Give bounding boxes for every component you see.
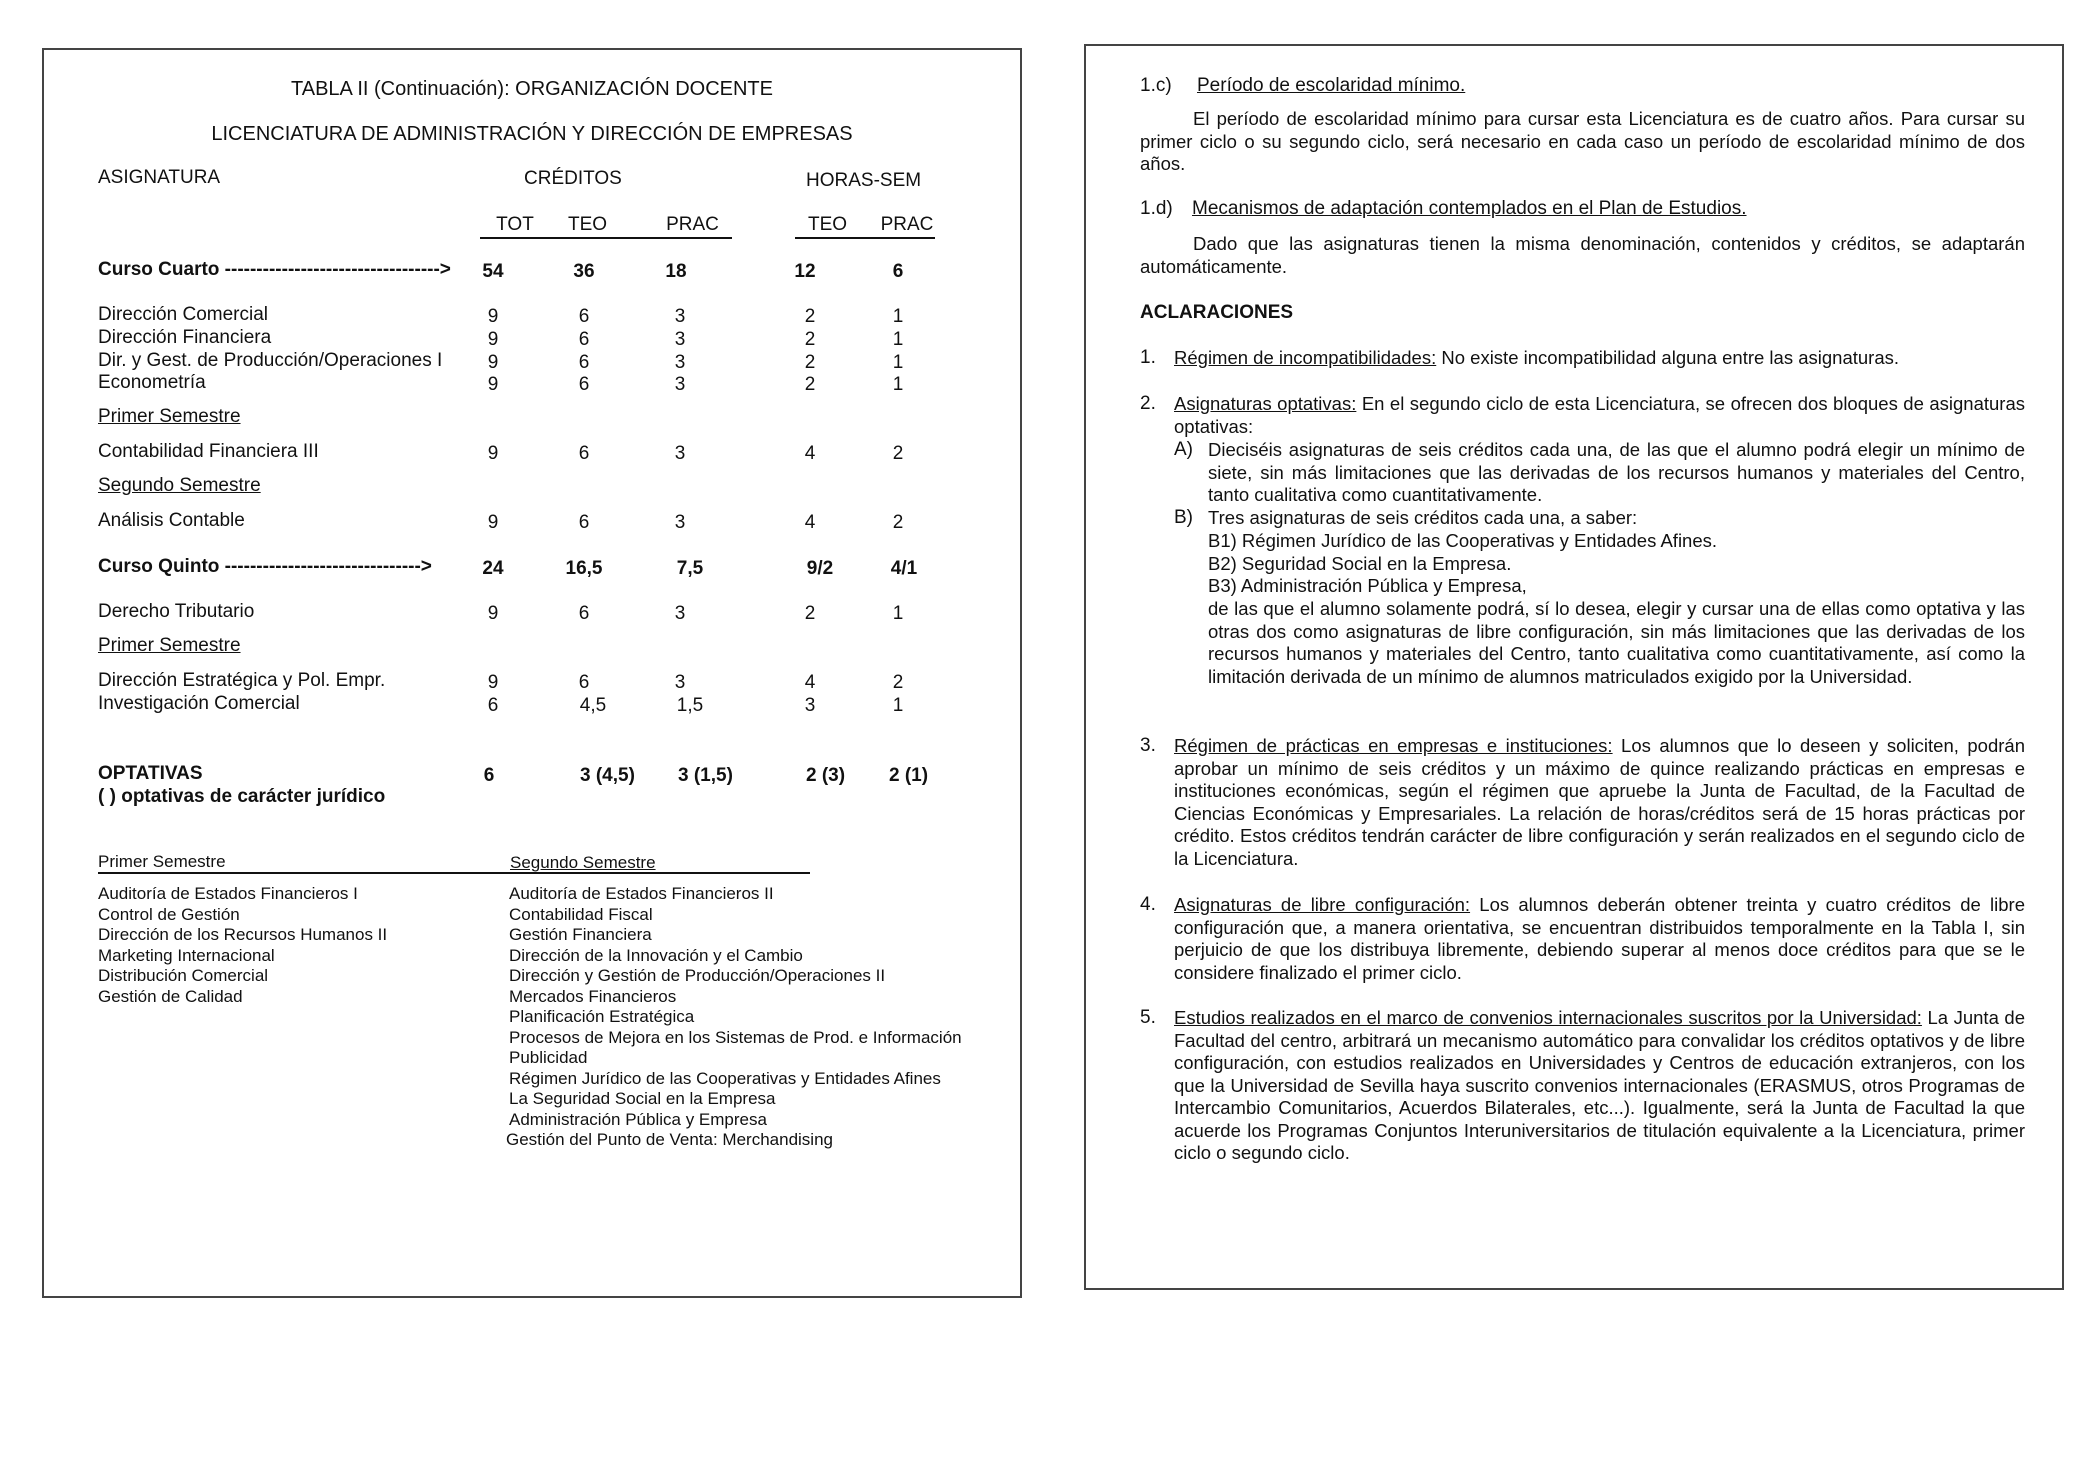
- list-item: Control de Gestión: [98, 904, 240, 924]
- value-tot: 9: [487, 443, 499, 464]
- table-subtitle: LICENCIATURA DE ADMINISTRACIÓN Y DIRECCIÓN DE EMPRESAS: [211, 123, 853, 145]
- value-hteo: 2: [804, 329, 816, 350]
- list-item: B3) Administración Pública y Empresa,: [1208, 575, 1527, 596]
- item-3: [1174, 735, 2025, 870]
- value-hprac: 1: [892, 695, 904, 716]
- section-1c-title: Período de escolaridad mínimo.: [1197, 75, 1466, 96]
- curso-cuarto-teo: 36: [573, 261, 595, 282]
- value-hteo: 3: [804, 695, 816, 716]
- header-tot: TOT: [496, 214, 534, 235]
- value-teo: 6: [578, 443, 590, 464]
- sem2-title-rule: [508, 872, 810, 874]
- optativas-hprac: 2 (1): [889, 765, 929, 786]
- item-text: Los alumnos deberán obtener treinta y cuatro créditos de libre configuración que, a manera orientativa, se encuentran distribuidos temporalmente en la Tabla I, sin perjuicio de que los distribuya libremente, debiendo superar al menos doce créditos para que se le considere finalizado el primer ciclo.: [1174, 894, 2025, 983]
- sem1-title-rule: [98, 872, 508, 874]
- optativas-note: ( ) optativas de carácter jurídico: [98, 786, 386, 807]
- curso-quinto-hprac: 4/1: [890, 558, 918, 579]
- item-text: La Junta de Facultad del centro, arbitrará un mecanismo automático para convalidar los créditos optativos y de libre configuración, con estudios realizados en Universidades y Centros de educación extranjeros, con los que la Universidad de Sevilla haya suscrito convenios internacionales (ERASMUS, otros Programas de Intercambio Comunitarios, Acuerdos Bilaterales, etc...). Igualmente, será la Junta de Facultad la que acuerde los Programas Conjuntos Interuniversitarios de titulación equivalente a la Licenciatura, primer ciclo o segundo ciclo.: [1174, 1007, 2025, 1163]
- value-hprac: 1: [892, 374, 904, 395]
- item-title: Asignaturas de libre configuración:: [1174, 894, 1471, 915]
- value-prac: 3: [674, 374, 686, 395]
- value-hprac: 1: [892, 306, 904, 327]
- sem1-title: Primer Semestre: [98, 852, 226, 871]
- subject-name: Derecho Tributario: [98, 601, 255, 622]
- subject-name: Investigación Comercial: [98, 693, 300, 714]
- header-teo: TEO: [567, 214, 608, 235]
- list-item: Auditoría de Estados Financieros I: [98, 884, 358, 903]
- header-rule-creditos: [480, 237, 732, 239]
- subject-name: Contabilidad Financiera III: [98, 441, 319, 462]
- item-4: [1174, 894, 2025, 984]
- value-hprac: 1: [892, 329, 904, 350]
- value-hteo: 4: [804, 672, 816, 693]
- value-tot: 9: [487, 352, 499, 373]
- header-horas-sem: HORAS-SEM: [806, 170, 922, 191]
- list-item: Publicidad: [509, 1048, 588, 1067]
- item-2b-text: Tres asignaturas de seis créditos cada una, a saber:: [1208, 507, 1638, 528]
- list-item: Marketing Internacional: [98, 945, 275, 965]
- value-teo: 6: [578, 672, 590, 693]
- list-item: Distribución Comercial: [98, 966, 269, 985]
- section-1d-text: Dado que las asignaturas tienen la misma denominación, contenidos y créditos, se adaptarán automáticamente.: [1140, 233, 2025, 277]
- item-number: 5.: [1140, 1007, 1156, 1028]
- value-tot: 9: [487, 603, 499, 624]
- item-title: Régimen de prácticas en empresas e instituciones:: [1174, 735, 1613, 756]
- value-prac: 3: [674, 443, 686, 464]
- sem1-list: [98, 884, 387, 1007]
- primer-semestre-heading: Primer Semestre: [98, 406, 241, 427]
- list-item: Dirección y Gestión de Producción/Operaciones II: [509, 966, 886, 985]
- list-item: Planificación Estratégica: [509, 1007, 695, 1026]
- value-teo: 6: [578, 374, 590, 395]
- value-tot: 9: [487, 512, 499, 533]
- header-prac: PRAC: [666, 214, 719, 235]
- value-prac: 3: [674, 672, 686, 693]
- header-horas-prac: PRAC: [880, 214, 934, 235]
- list-item: Mercados Financieros: [509, 986, 677, 1006]
- subject-name: Dirección Comercial: [98, 304, 268, 325]
- value-teo: 6: [578, 306, 590, 327]
- value-hprac: 2: [892, 443, 904, 464]
- list-item: B1) Régimen Jurídico de las Cooperativas y Entidades Afines.: [1208, 530, 1718, 551]
- list-item: B2) Seguridad Social en la Empresa.: [1208, 552, 1512, 574]
- list-item: Gestión Financiera: [509, 925, 652, 944]
- value-hteo: 2: [804, 603, 816, 624]
- curso-cuarto-hprac: 6: [892, 261, 904, 282]
- item-title: Estudios realizados en el marco de convenios internacionales suscritos por la Universidad:: [1174, 1007, 1922, 1028]
- value-tot: 6: [487, 695, 499, 716]
- item-2: [1174, 393, 2025, 438]
- subject-name: Dir. y Gest. de Producción/Operaciones I: [98, 350, 443, 371]
- optativas-label: OPTATIVAS: [98, 763, 203, 784]
- value-hteo: 2: [804, 306, 816, 327]
- value-hprac: 1: [892, 603, 904, 624]
- item-2a-label: A): [1174, 439, 1193, 460]
- value-teo: 4,5: [579, 695, 607, 716]
- table-title: TABLA II (Continuación): ORGANIZACIÓN DOCENTE: [291, 78, 773, 100]
- list-item: Administración Pública y Empresa: [509, 1109, 767, 1129]
- optativas-tot: 6: [483, 765, 495, 786]
- item-2a-text: Dieciséis asignaturas de seis créditos cada una, de las que el alumno podrá elegir un mínimo de siete, sin más limitaciones que las derivadas de los recursos humanos y materiales del Centro, tanto cualitativa como cuantitativamente.: [1208, 439, 2025, 505]
- value-hteo: 4: [804, 443, 816, 464]
- optativas-hteo: 2 (3): [806, 765, 846, 786]
- list-item: Dirección de la Innovación y el Cambio: [509, 945, 803, 965]
- item-number: 1.: [1140, 347, 1156, 368]
- value-prac: 3: [674, 306, 686, 327]
- segundo-semestre-heading: Segundo Semestre: [98, 475, 261, 496]
- value-tot: 9: [487, 329, 499, 350]
- value-prac: 3: [674, 352, 686, 373]
- curso-quinto-hteo: 9/2: [806, 558, 834, 579]
- section-1d-title: Mecanismos de adaptación contemplados en el Plan de Estudios.: [1192, 198, 1747, 219]
- subject-name: Dirección Estratégica y Pol. Empr.: [98, 670, 386, 691]
- curso-cuarto-label: Curso Cuarto ---------------------------------->: [98, 259, 451, 280]
- curso-quinto-prac: 7,5: [676, 558, 704, 579]
- header-rule-horas: [795, 237, 935, 239]
- item-text: No existe incompatibilidad alguna entre las asignaturas.: [1436, 347, 1900, 368]
- value-prac: 1,5: [676, 695, 704, 716]
- list-item: Procesos de Mejora en los Sistemas de Prod. e Información: [509, 1027, 962, 1047]
- value-teo: 6: [578, 352, 590, 373]
- section-1c-number: 1.c): [1140, 75, 1172, 96]
- sem2-title: Segundo Semestre: [510, 853, 656, 872]
- item-number: 2.: [1140, 393, 1156, 414]
- subject-name: Dirección Financiera: [98, 327, 272, 348]
- value-teo: 6: [578, 512, 590, 533]
- list-item: Gestión del Punto de Venta: Merchandising: [506, 1130, 833, 1149]
- sem2-list: [506, 884, 962, 1151]
- item-5: [1174, 1007, 2025, 1165]
- item-2b-tail: de las que el alumno solamente podrá, sí lo desea, elegir y cursar una de ellas como optativa y las otras dos como asignaturas de libre configuración, sin más limitaciones que las derivadas de los recursos humanos y materiales del Centro, tanto cualitativa como cuantitativamente, así como la limitación derivada de un mínimo de alumnos matriculados exigido por la Universidad.: [1208, 598, 2025, 687]
- value-hteo: 2: [804, 352, 816, 373]
- value-teo: 6: [578, 603, 590, 624]
- value-hteo: 2: [804, 374, 816, 395]
- item-2b-sublist: [1208, 530, 2025, 598]
- item-text: En el segundo ciclo de esta Licenciatura, se ofrecen dos bloques de asignaturas optativas:: [1174, 393, 2025, 437]
- subject-name: Econometría: [98, 372, 206, 393]
- list-item: La Seguridad Social en la Empresa: [509, 1089, 776, 1108]
- item-text: Los alumnos que lo deseen y soliciten, podrán aprobar un mínimo de seis créditos y un máximo de quince realizando prácticas en empresas e instituciones económicas, según el régimen que apruebe la Junta de Facultad, de la Facultad de Ciencias Económicas y Empresariales. La relación de horas/créditos será de 15 horas prácticas por crédito. Estos créditos tendrán carácter de libre configuración y serán realizados en el segundo ciclo de la Licenciatura.: [1174, 735, 2025, 869]
- value-tot: 9: [487, 306, 499, 327]
- value-prac: 3: [674, 329, 686, 350]
- item-title: Asignaturas optativas:: [1174, 393, 1357, 414]
- value-tot: 9: [487, 374, 499, 395]
- header-horas-teo: TEO: [807, 214, 848, 235]
- subject-name: Análisis Contable: [98, 510, 245, 531]
- list-item: Régimen Jurídico de las Cooperativas y Entidades Afines: [509, 1068, 941, 1088]
- section-1d-number: 1.d): [1140, 198, 1173, 219]
- curso-quinto-label: Curso Quinto ------------------------------->: [98, 556, 432, 577]
- section-1c-text: El período de escolaridad mínimo para cursar esta Licenciatura es de cuatro años. Para cursar su primer ciclo o su segundo ciclo, será necesario en cada caso un período de escolaridad mínimo de dos años.: [1140, 108, 2025, 174]
- value-tot: 9: [487, 672, 499, 693]
- item-number: 3.: [1140, 735, 1156, 756]
- header-creditos: CRÉDITOS: [524, 168, 622, 189]
- primer-semestre-heading-2: Primer Semestre: [98, 635, 241, 656]
- optativas-teo: 3 (4,5): [580, 765, 635, 786]
- list-item: Dirección de los Recursos Humanos II: [98, 925, 388, 944]
- value-prac: 3: [674, 512, 686, 533]
- item-1: [1174, 347, 2025, 370]
- item-2b-label: B): [1174, 507, 1193, 528]
- header-asignatura: ASIGNATURA: [98, 167, 221, 188]
- item-title: Régimen de incompatibilidades:: [1174, 347, 1437, 368]
- list-item: Contabilidad Fiscal: [509, 904, 653, 924]
- list-item: Auditoría de Estados Financieros II: [509, 884, 774, 903]
- optativas-prac: 3 (1,5): [678, 765, 733, 786]
- curso-cuarto-prac: 18: [665, 261, 687, 282]
- list-item: Gestión de Calidad: [98, 986, 243, 1006]
- curso-cuarto-tot: 54: [482, 261, 504, 282]
- curso-quinto-tot: 24: [482, 558, 504, 579]
- value-hprac: 2: [892, 672, 904, 693]
- value-teo: 6: [578, 329, 590, 350]
- value-hprac: 2: [892, 512, 904, 533]
- curso-quinto-teo: 16,5: [565, 558, 603, 579]
- value-hprac: 1: [892, 352, 904, 373]
- value-prac: 3: [674, 603, 686, 624]
- curso-cuarto-hteo: 12: [794, 261, 816, 282]
- item-number: 4.: [1140, 894, 1156, 915]
- value-hteo: 4: [804, 512, 816, 533]
- aclaraciones-heading: ACLARACIONES: [1140, 302, 1294, 323]
